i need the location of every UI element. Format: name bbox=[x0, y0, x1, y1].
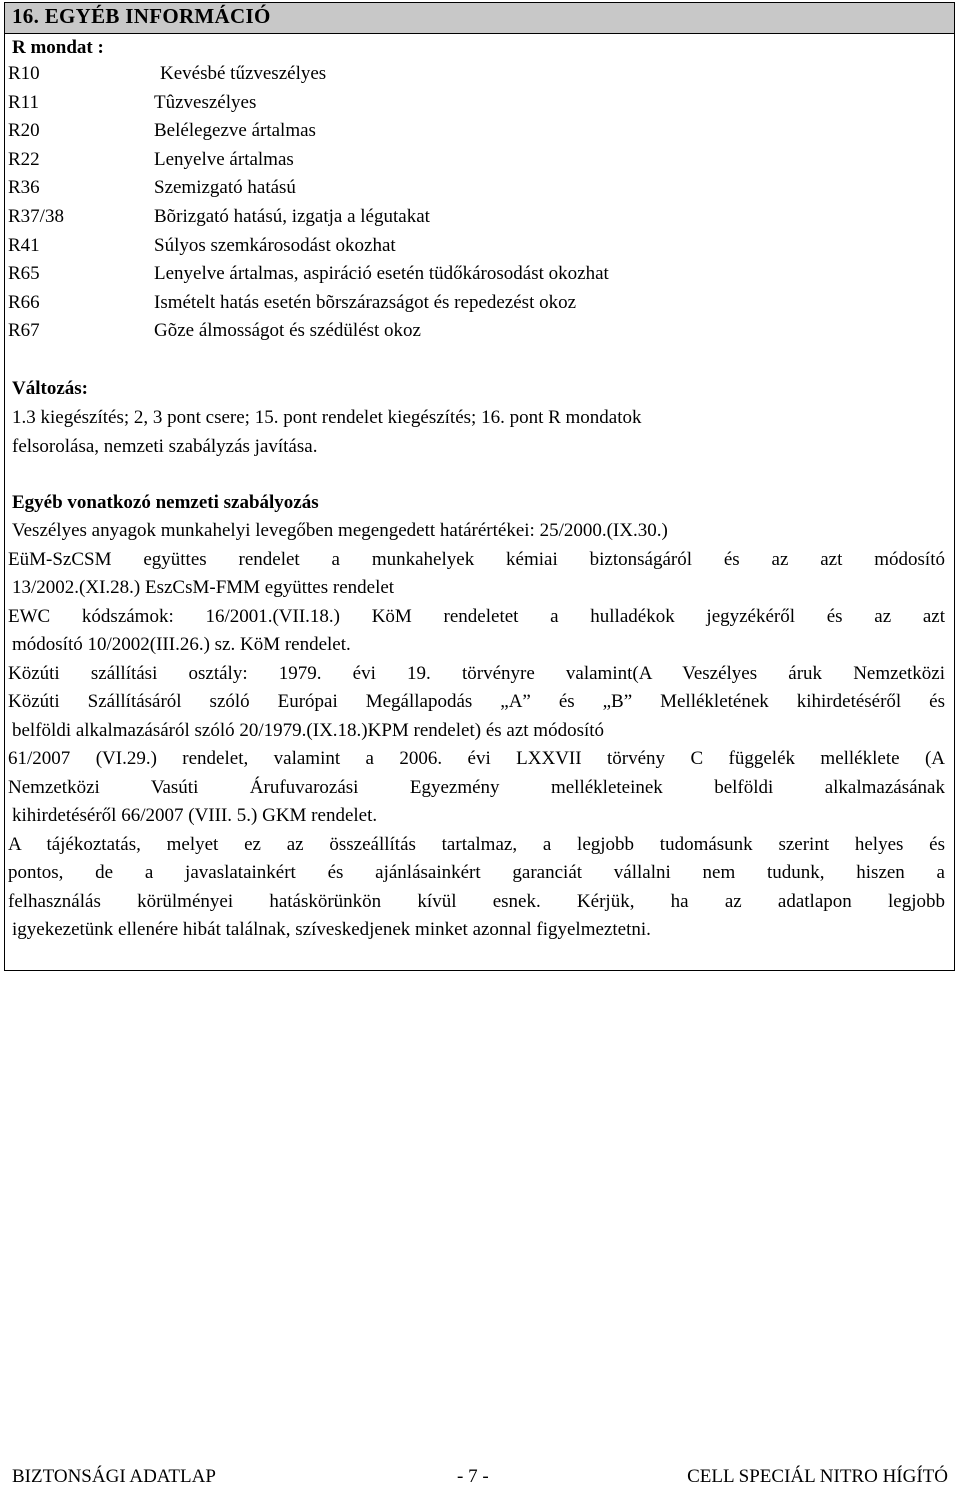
r-phrase-code: R10 bbox=[8, 63, 40, 84]
regulation-line: EWC kódszámok: 16/2001.(VII.18.) KöM rendeletet a hulladékok jegyzékéről és az azt bbox=[8, 606, 945, 627]
disclaimer-line: felhasználás körülményei hatáskörünkön kívül esnek. Kérjük, ha az adatlapon legjobb bbox=[8, 891, 945, 912]
footer-page-number: - 7 - bbox=[457, 1466, 489, 1487]
r-phrase-text: Súlyos szemkárosodást okozhat bbox=[154, 234, 396, 256]
r-phrase-text: Lenyelve ártalmas, aspiráció esetén tüdőkárosodást okozhat bbox=[154, 263, 609, 285]
footer-product-name: CELL SPECIÁL NITRO HÍGÍTÓ bbox=[687, 1466, 948, 1487]
r-phrase-code: R66 bbox=[8, 291, 40, 313]
r-phrase-text: Kevésbé tűzveszélyes bbox=[160, 63, 327, 84]
regulation-line: Veszélyes anyagok munkahelyi levegőben megengedett határértékei: 25/2000.(IX.30.) bbox=[12, 520, 668, 541]
r-phrase-text: Bõrizgató hatású, izgatja a légutakat bbox=[154, 206, 430, 227]
regulation-line: EüM-SzCSM együttes rendelet a munkahelyek kémiai biztonságáról és az azt módosító bbox=[8, 549, 945, 570]
regulation-line: módosító 10/2002(III.26.) sz. KöM rendelet. bbox=[12, 634, 351, 655]
section-header bbox=[5, 3, 954, 34]
regulation-line: belföldi alkalmazásáról szóló 20/1979.(IX.18.)KPM rendelet) és azt módosító bbox=[12, 720, 605, 741]
disclaimer-line: pontos, de a javaslatainkért és ajánlásainkért garanciát vállalni nem tudunk, hiszen a bbox=[8, 862, 945, 883]
regulation-line: Közúti Szállításáról szóló Európai Megállapodás „A” és „B” Mellékletének kihirdetéséről és bbox=[8, 691, 945, 712]
regulation-line: kihirdetéséről 66/2007 (VIII. 5.) GKM rendelet. bbox=[12, 805, 378, 826]
r-phrase-text: Tûzveszélyes bbox=[154, 91, 257, 113]
r-phrase-code: R20 bbox=[8, 120, 40, 142]
r-phrase-code: R36 bbox=[8, 177, 40, 199]
r-phrase-text: Lenyelve ártalmas bbox=[154, 148, 294, 170]
regulation-heading: Egyéb vonatkozó nemzeti szabályozás bbox=[12, 492, 319, 513]
r-phrase-code: R11 bbox=[8, 91, 39, 113]
r-phrase-text: Belélegezve ártalmas bbox=[154, 120, 316, 142]
r-phrase-code: R41 bbox=[8, 234, 40, 256]
r-phrase-text: Ismételt hatás esetén bõrszárazságot és repedezést okoz bbox=[154, 291, 577, 313]
changes-line-2: felsorolása, nemzeti szabályzás javítása. bbox=[12, 436, 318, 457]
disclaimer-line: A tájékoztatás, melyet ez az összeállítás tartalmaz, a legjobb tudomásunk szerint helyes és bbox=[8, 834, 945, 855]
disclaimer-line: igyekezetünk ellenére hibát találnak, szíveskedjenek minket azonnal figyelmeztetni. bbox=[12, 919, 651, 940]
r-phrase-code: R67 bbox=[8, 320, 40, 342]
r-phrases-heading: R mondat : bbox=[12, 37, 104, 58]
footer-document-type: BIZTONSÁGI ADATLAP bbox=[12, 1466, 216, 1487]
r-phrase-code: R22 bbox=[8, 148, 40, 170]
changes-label: Változás: bbox=[12, 378, 88, 399]
regulation-line: Nemzetközi Vasúti Árufuvarozási Egyezmény mellékleteinek belföldi alkalmazásának bbox=[8, 777, 945, 798]
r-phrase-code: R65 bbox=[8, 263, 40, 285]
r-phrase-text: Gõze álmosságot és szédülést okoz bbox=[154, 320, 421, 342]
changes-line-1: 1.3 kiegészítés; 2, 3 pont csere; 15. pont rendelet kiegészítés; 16. pont R mondatok bbox=[12, 407, 642, 428]
regulation-line: 13/2002.(XI.28.) EszCsM-FMM együttes rendelet bbox=[12, 577, 395, 598]
r-phrase-text: Szemizgató hatású bbox=[154, 177, 296, 199]
r-phrase-code: R37/38 bbox=[8, 206, 64, 227]
section-title: 16. EGYÉB INFORMÁCIÓ bbox=[12, 4, 271, 28]
regulation-line: Közúti szállítási osztály: 1979. évi 19. törvényre valamint(A Veszélyes áruk Nemzetközi bbox=[8, 663, 945, 684]
regulation-line: 61/2007 (VI.29.) rendelet, valamint a 2006. évi LXXVII törvény C függelék melléklete (A bbox=[8, 748, 945, 769]
